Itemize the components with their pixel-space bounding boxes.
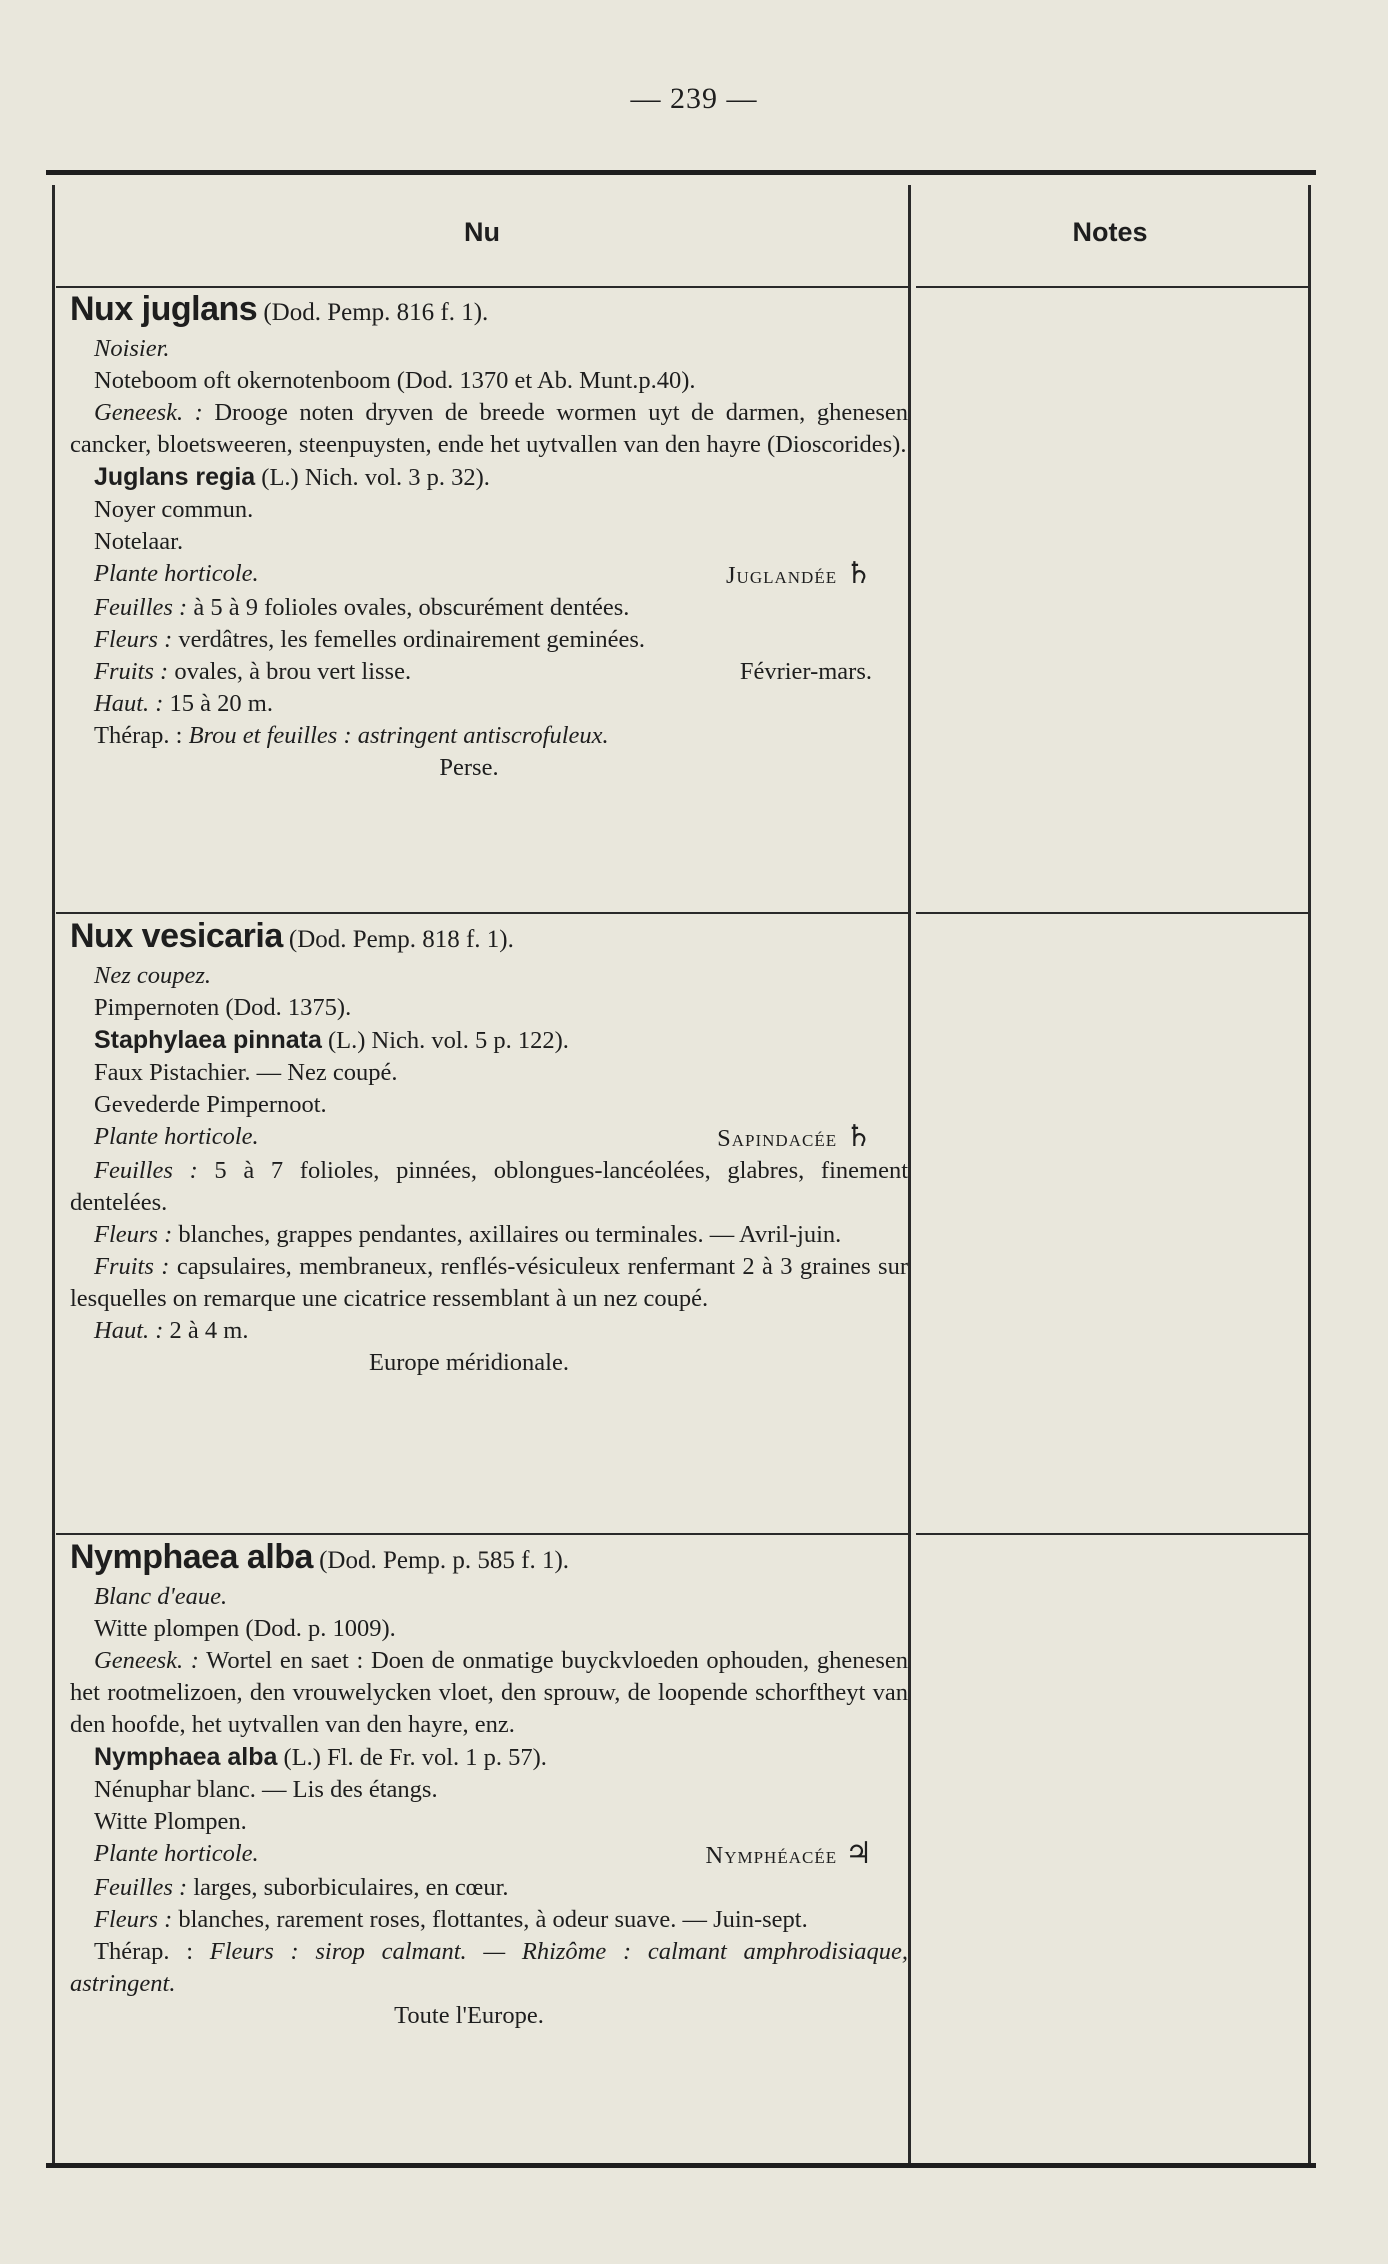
origin: Toute l'Europe. bbox=[394, 2002, 544, 2029]
scientific-name: Nymphaea alba bbox=[94, 1743, 278, 1771]
feuilles-line bbox=[70, 1872, 908, 1904]
table-border-left bbox=[52, 185, 55, 2163]
plant-type: Plante horticole. bbox=[94, 1840, 259, 1867]
geneesk-text: Drooge noten dryven de breede wormen uyt de darmen, ghenesen cancker, bloetsweeren, steenpuysten, ende het uytvallen van den hayre (Dioscorides). bbox=[70, 399, 908, 458]
fleurs-label: Fleurs : bbox=[94, 1221, 173, 1248]
scientific-name: Juglans regia bbox=[94, 463, 256, 491]
dutch-name: Pimpernoten (Dod. 1375). bbox=[94, 994, 352, 1021]
fleurs-line bbox=[70, 624, 908, 656]
family-name: Nymphéacée bbox=[705, 1842, 838, 1869]
therap-label: Thérap. : bbox=[94, 722, 183, 749]
haut-line bbox=[70, 1315, 908, 1347]
feuilles-text: larges, suborbiculaires, en cœur. bbox=[193, 1874, 509, 1901]
entry-reference: (Dod. Pemp. 818 f. 1). bbox=[288, 926, 514, 953]
fruits-line bbox=[70, 656, 908, 688]
entry-divider-notes bbox=[916, 912, 1308, 914]
old-common-name: Nez coupez. bbox=[94, 962, 212, 989]
vernacular-name: Faux Pistachier. — Nez coupé. bbox=[94, 1059, 398, 1086]
feuilles-text: 5 à 7 folioles, pinnées, oblongues-lancéolées, glabres, finement dentelées. bbox=[70, 1157, 908, 1216]
old-common-name: Noisier. bbox=[94, 335, 170, 362]
haut-text: 2 à 4 m. bbox=[169, 1317, 249, 1344]
therap-label: Thérap. : bbox=[94, 1938, 194, 1965]
entry-divider-nu bbox=[56, 1533, 908, 1535]
feuilles-line bbox=[70, 592, 908, 624]
entry-title: Nux juglans bbox=[70, 290, 258, 328]
scientific-name-line bbox=[70, 1024, 908, 1057]
scientific-name: Staphylaea pinnata bbox=[94, 1026, 322, 1054]
column-header-notes: Notes bbox=[1072, 217, 1148, 247]
vernacular-name: Gevederde Pimpernoot. bbox=[94, 1091, 327, 1118]
haut-label: Haut. : bbox=[94, 1317, 164, 1344]
plant-type: Plante horticole. bbox=[94, 1123, 259, 1150]
header-divider-notes bbox=[916, 286, 1308, 288]
haut-text: 15 à 20 m. bbox=[169, 690, 273, 717]
entry-nymphaea-alba bbox=[70, 1538, 908, 2032]
entry-title: Nymphaea alba bbox=[70, 1538, 313, 1576]
fruits-label: Fruits : bbox=[94, 1253, 170, 1280]
fleurs-label: Fleurs : bbox=[94, 626, 173, 653]
therap-text: Fleurs : sirop calmant. — Rhizôme : calmant amphrodisiaque, astringent. bbox=[70, 1938, 908, 1997]
vernacular-name: Noyer commun. bbox=[94, 496, 254, 523]
entry-divider-notes bbox=[916, 1533, 1308, 1535]
lifeform-symbol-icon: ♄ bbox=[845, 557, 872, 590]
therap-text: Brou et feuilles : astringent antiscrofuleux. bbox=[188, 722, 609, 749]
entry-title: Nux vesicaria bbox=[70, 917, 283, 955]
fleurs-text: verdâtres, les femelles ordinairement geminées. bbox=[178, 626, 646, 653]
old-common-name: Blanc d'eaue. bbox=[94, 1583, 228, 1610]
scientific-reference: (L.) Nich. vol. 3 p. 32). bbox=[261, 464, 490, 491]
header-divider-nu bbox=[56, 286, 908, 288]
geneesk-text: Wortel en saet : Doen de onmatige buyckvloeden ophouden, ghenesen het rootmelizoen, den vrouwelycken vloet, den sprouw, de loopende schorftheyt van den hoofde, het uytvallen van den hayre, enz. bbox=[70, 1647, 908, 1738]
plant-type-line bbox=[70, 1121, 908, 1155]
fruits-season: Février-mars. bbox=[739, 658, 872, 685]
geneesk-label: Geneesk. : bbox=[94, 1647, 199, 1674]
geneesk-paragraph bbox=[70, 397, 908, 461]
entry-reference: (Dod. Pemp. 816 f. 1). bbox=[263, 299, 489, 326]
scientific-name-line bbox=[70, 461, 908, 494]
fruits-text: capsulaires, membraneux, renflés-vésiculeux renfermant 2 à 3 graines sur lesquelles on remarque une cicatrice ressemblant à un nez coupé. bbox=[70, 1253, 909, 1312]
therap-line bbox=[70, 720, 908, 752]
feuilles-label: Feuilles : bbox=[94, 1157, 198, 1184]
lifeform-symbol-icon: ♄ bbox=[845, 1120, 872, 1153]
haut-label: Haut. : bbox=[94, 690, 164, 717]
origin: Perse. bbox=[439, 754, 499, 781]
fleurs-label: Fleurs : bbox=[94, 1906, 173, 1933]
feuilles-text: à 5 à 9 folioles ovales, obscurément dentées. bbox=[193, 594, 630, 621]
feuilles-label: Feuilles : bbox=[94, 1874, 188, 1901]
dutch-name: Witte plompen (Dod. p. 1009). bbox=[94, 1615, 396, 1642]
geneesk-label: Geneesk. : bbox=[94, 399, 203, 426]
table-border-right bbox=[1308, 185, 1311, 2163]
feuilles-line bbox=[70, 1155, 908, 1219]
fruits-line bbox=[70, 1251, 908, 1315]
fleurs-line bbox=[70, 1904, 908, 1936]
family-name: Sapindacée bbox=[717, 1125, 838, 1152]
herbarium-table bbox=[46, 170, 1316, 2168]
plant-type-line bbox=[70, 1838, 908, 1872]
entry-reference: (Dod. Pemp. p. 585 f. 1). bbox=[319, 1547, 570, 1574]
entry-nux-vesicaria bbox=[70, 917, 909, 1379]
haut-line bbox=[70, 688, 908, 720]
vernacular-name: Nénuphar blanc. — Lis des étangs. bbox=[94, 1776, 438, 1803]
plant-type: Plante horticole. bbox=[94, 560, 259, 587]
plant-type-line bbox=[70, 558, 908, 592]
fruits-text: ovales, à brou vert lisse. bbox=[174, 658, 412, 685]
origin: Europe méridionale. bbox=[368, 1349, 569, 1376]
feuilles-label: Feuilles : bbox=[94, 594, 188, 621]
scientific-reference: (L.) Fl. de Fr. vol. 1 p. 57). bbox=[283, 1744, 547, 1771]
fleurs-text: blanches, grappes pendantes, axillaires ou terminales. — Avril-juin. bbox=[178, 1221, 842, 1248]
vernacular-name: Witte Plompen. bbox=[94, 1808, 247, 1835]
scientific-name-line bbox=[70, 1741, 908, 1774]
column-divider bbox=[908, 185, 911, 2163]
page-number: — 239 — bbox=[630, 82, 758, 115]
therap-line bbox=[70, 1936, 908, 2000]
fruits-label: Fruits : bbox=[94, 658, 169, 685]
scientific-reference: (L.) Nich. vol. 5 p. 122). bbox=[327, 1027, 569, 1054]
fleurs-text: blanches, rarement roses, flottantes, à odeur suave. — Juin-sept. bbox=[178, 1906, 808, 1933]
fleurs-line bbox=[70, 1219, 908, 1251]
column-header-nu: Nu bbox=[464, 217, 500, 247]
geneesk-paragraph bbox=[70, 1645, 908, 1741]
dutch-name: Noteboom oft okernotenboom (Dod. 1370 et Ab. Munt.p.40). bbox=[94, 367, 696, 394]
vernacular-name: Notelaar. bbox=[94, 528, 184, 555]
entry-divider-nu bbox=[56, 912, 908, 914]
entry-nux-juglans bbox=[70, 290, 908, 784]
family-name: Juglandée bbox=[726, 562, 838, 589]
lifeform-symbol-icon: ♃ bbox=[845, 1837, 872, 1870]
